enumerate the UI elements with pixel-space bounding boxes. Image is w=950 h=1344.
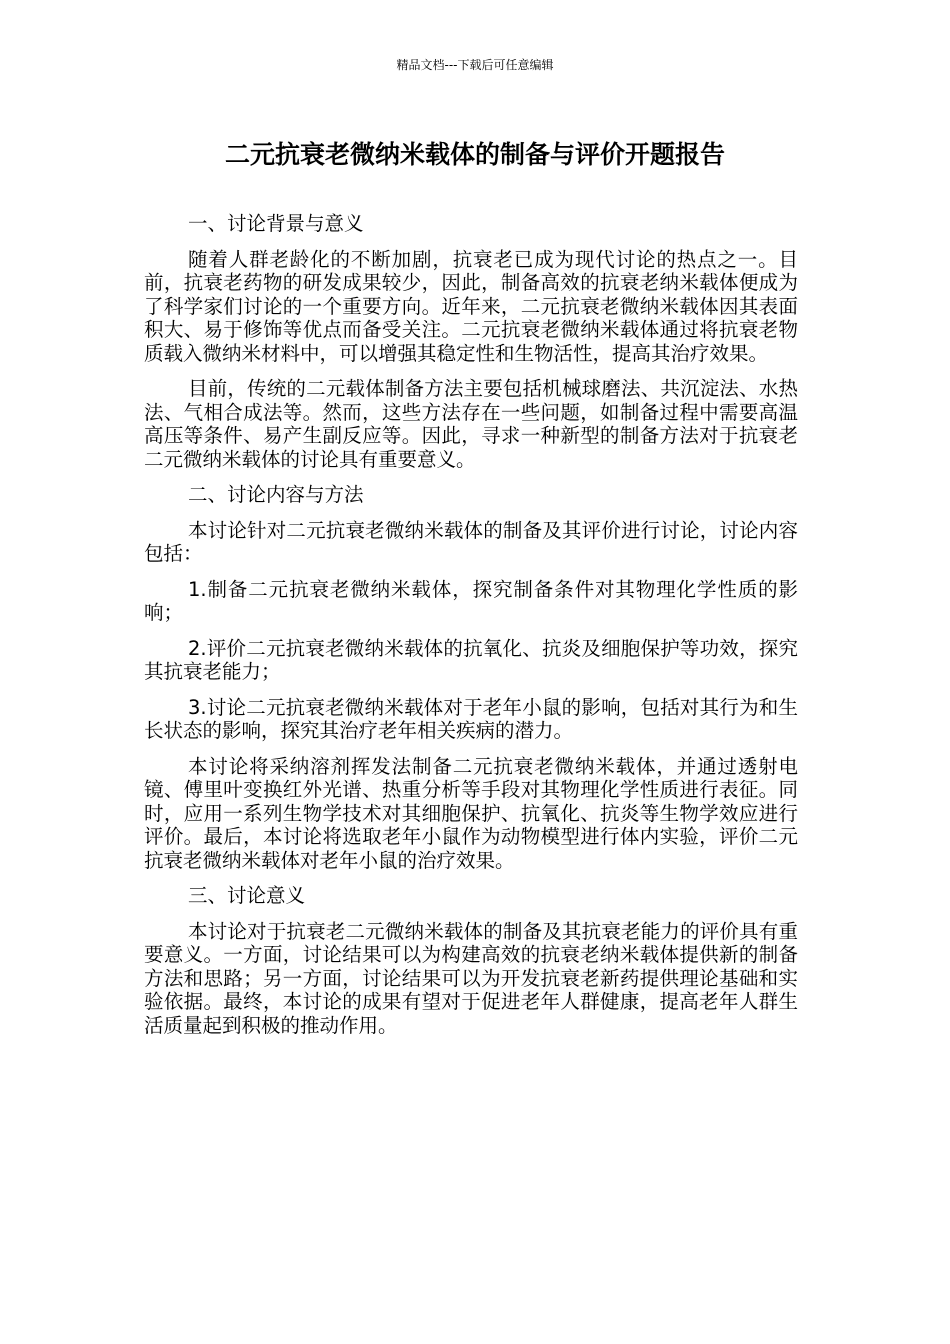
section-1-paragraph-2: 目前，传统的二元载体制备方法主要包括机械球磨法、共沉淀法、水热法、气相合成法等。然而，这些方法存在一些问题，如制备过程中需要高温高压等条件、易产生副反应等。因此，寻求一种新型的制备方法对于抗衰老二元微纳米载体的讨论具有重要意义。 — [144, 377, 798, 471]
document-body — [144, 212, 798, 1049]
section-1-paragraph-1: 随着人群老龄化的不断加剧，抗衰老已成为现代讨论的热点之一。目前，抗衰老药物的研发成果较少，因此，制备高效的抗衰老纳米载体便成为了科学家们讨论的一个重要方向。近年来，二元抗衰老微纳米载体因其表面积大、易于修饰等优点而备受关注。二元抗衰老微纳米载体通过将抗衰老物质载入微纳米材料中，可以增强其稳定性和生物活性，提高其治疗效果。 — [144, 247, 798, 365]
section-2-paragraph-2: 本讨论将采纳溶剂挥发法制备二元抗衰老微纳米载体，并通过透射电镜、傅里叶变换红外光谱、热重分析等手段对其物理化学性质进行表征。同时，应用一系列生物学技术对其细胞保护、抗氧化、抗炎等生物学效应进行评价。最后，本讨论将选取老年小鼠作为动物模型进行体内实验，评价二元抗衰老微纳米载体对老年小鼠的治疗效果。 — [144, 754, 798, 872]
section-1-heading: 一、讨论背景与意义 — [188, 212, 364, 235]
section-2-paragraph-1: 本讨论针对二元抗衰老微纳米载体的制备及其评价进行讨论，讨论内容包括： — [144, 518, 798, 565]
section-3-paragraph-1: 本讨论对于抗衰老二元微纳米载体的制备及其抗衰老能力的评价具有重要意义。一方面，讨论结果可以为构建高效的抗衰老纳米载体提供新的制备方法和思路；另一方面，讨论结果可以为开发抗衰老新药提供理论基础和实验依据。最终，本讨论的成果有望对于促进老年人群健康，提高老年人群生活质量起到积极的推动作用。 — [144, 919, 798, 1037]
section-2-item-1: 1.制备二元抗衰老微纳米载体，探究制备条件对其物理化学性质的影响； — [144, 577, 798, 624]
document-title: 二元抗衰老微纳米载体的制备与评价开题报告 — [224, 140, 725, 169]
page-header-note: 精品文档---下载后可任意编辑 — [396, 58, 554, 72]
section-2-item-2: 2.评价二元抗衰老微纳米载体的抗氧化、抗炎及细胞保护等功效，探究其抗衰老能力； — [144, 636, 798, 683]
section-2-heading: 二、讨论内容与方法 — [188, 483, 364, 506]
section-2-item-3: 3.讨论二元抗衰老微纳米载体对于老年小鼠的影响，包括对其行为和生长状态的影响，探究其治疗老年相关疾病的潜力。 — [144, 695, 798, 742]
section-3-heading: 三、讨论意义 — [188, 884, 306, 907]
